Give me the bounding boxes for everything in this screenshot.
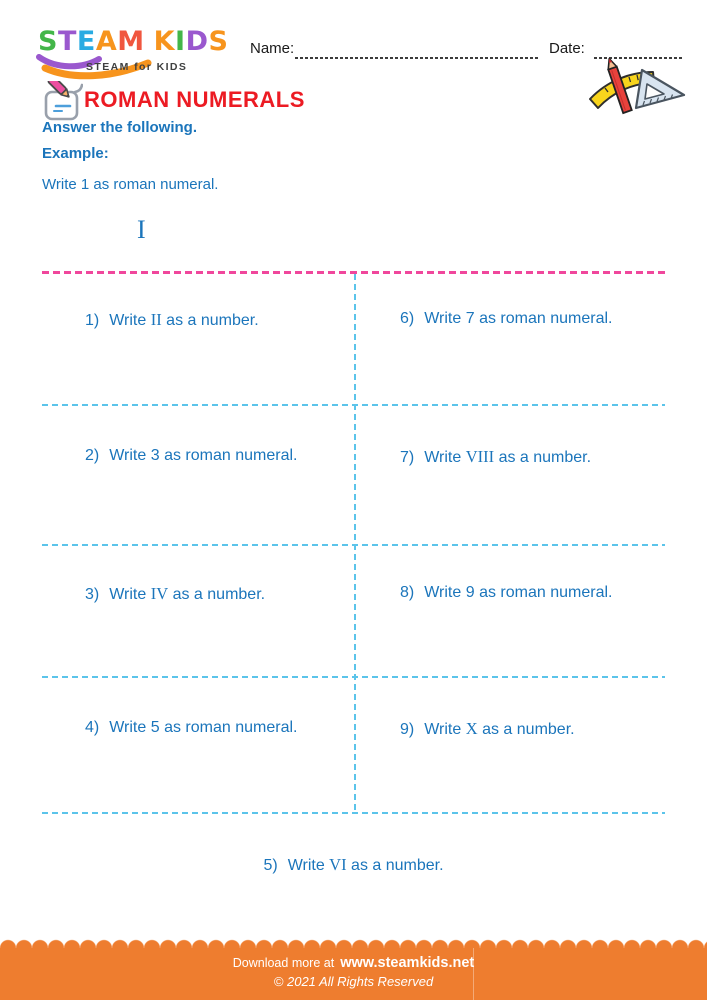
- question-9: [400, 719, 575, 739]
- question-value: 9: [465, 584, 475, 601]
- answer-area-3[interactable]: [44, 611, 352, 674]
- question-number: 6): [400, 310, 415, 327]
- question-value: 7: [465, 310, 475, 327]
- question-number: 2): [85, 447, 100, 464]
- question-6: [400, 310, 612, 328]
- question-5: [0, 855, 707, 875]
- question-number: 5): [263, 857, 278, 874]
- question-7: [400, 447, 591, 467]
- row-divider-4: [42, 812, 665, 814]
- question-text: Write: [109, 312, 151, 329]
- answer-area-8[interactable]: [358, 611, 663, 674]
- question-text: as a number.: [477, 721, 575, 738]
- answer-area-4[interactable]: [44, 746, 352, 810]
- question-value: II: [150, 310, 162, 329]
- question-number: 4): [85, 719, 100, 736]
- question-value: VIII: [465, 447, 495, 466]
- logo-letter: T: [57, 26, 77, 57]
- page-title: ROMAN NUMERALS: [84, 87, 305, 112]
- logo-letter: S: [208, 26, 229, 57]
- question-text: as roman numeral.: [474, 584, 613, 601]
- question-text: Write: [424, 449, 466, 466]
- ruler-setsquare-icon: [585, 55, 690, 120]
- question-number: 1): [85, 312, 100, 329]
- question-text: as roman numeral.: [159, 447, 298, 464]
- question-value: 3: [150, 447, 160, 464]
- logo-letter: D: [185, 26, 209, 57]
- question-text: as a number.: [168, 586, 266, 603]
- question-text: Write: [109, 586, 151, 603]
- question-8: [400, 584, 612, 602]
- footer: [0, 948, 707, 1000]
- logo-letter: A: [95, 26, 118, 57]
- logo-letter: M: [117, 26, 145, 57]
- logo-wordmark: [38, 28, 248, 55]
- date-label: Date:: [549, 40, 585, 57]
- column-divider: [354, 274, 356, 812]
- footer-download-line: [0, 954, 707, 972]
- answer-area-5[interactable]: [200, 882, 507, 932]
- footer-site-link[interactable]: www.steamkids.net: [340, 955, 475, 971]
- answer-area-9[interactable]: [358, 746, 663, 810]
- question-text: as a number.: [161, 312, 259, 329]
- notepad-pencil-icon: [39, 81, 83, 123]
- logo-letter: I: [175, 26, 186, 57]
- question-text: as roman numeral.: [159, 719, 298, 736]
- instruction-write-1: Write 1 as roman numeral.: [42, 176, 219, 193]
- steam-kids-logo: [38, 28, 248, 78]
- question-text: Write: [424, 721, 466, 738]
- answer-area-1[interactable]: [44, 338, 352, 402]
- answer-area-2[interactable]: [44, 474, 352, 542]
- question-number: 8): [400, 584, 415, 601]
- question-value: 5: [150, 719, 160, 736]
- question-value: IV: [150, 584, 169, 603]
- question-text: as roman numeral.: [474, 310, 613, 327]
- question-3: [85, 584, 265, 604]
- question-number: 9): [400, 721, 415, 738]
- logo-letter: E: [76, 26, 96, 57]
- question-text: Write: [424, 584, 466, 601]
- footer-download-text: Download more at: [232, 956, 335, 970]
- question-value: X: [465, 719, 478, 738]
- question-number: 3): [85, 586, 100, 603]
- logo-subtitle: STEAM for KIDS: [86, 61, 188, 73]
- question-text: Write: [287, 857, 330, 874]
- question-number: 7): [400, 449, 415, 466]
- example-roman-numeral: I: [137, 215, 146, 244]
- instruction-example: Example:: [42, 145, 109, 162]
- footer-divider-line: [473, 948, 474, 1000]
- logo-letter: S: [38, 26, 58, 57]
- footer-copyright: © 2021 All Rights Reserved: [273, 974, 434, 989]
- name-line[interactable]: [295, 57, 540, 59]
- question-1: [85, 310, 259, 330]
- question-value: VI: [329, 855, 347, 874]
- question-text: Write: [109, 447, 151, 464]
- name-label: Name:: [250, 40, 295, 57]
- question-text: as a number.: [494, 449, 592, 466]
- answer-area-6[interactable]: [358, 338, 663, 402]
- logo-letter: K: [153, 26, 176, 57]
- question-2: [85, 447, 297, 465]
- footer-scalloped-edge: [0, 939, 707, 948]
- question-text: Write: [424, 310, 466, 327]
- question-4: [85, 719, 297, 737]
- answer-area-7[interactable]: [358, 474, 663, 542]
- instruction-answer-following: Answer the following.: [42, 119, 198, 136]
- question-text: Write: [109, 719, 151, 736]
- question-text: as a number.: [346, 857, 444, 874]
